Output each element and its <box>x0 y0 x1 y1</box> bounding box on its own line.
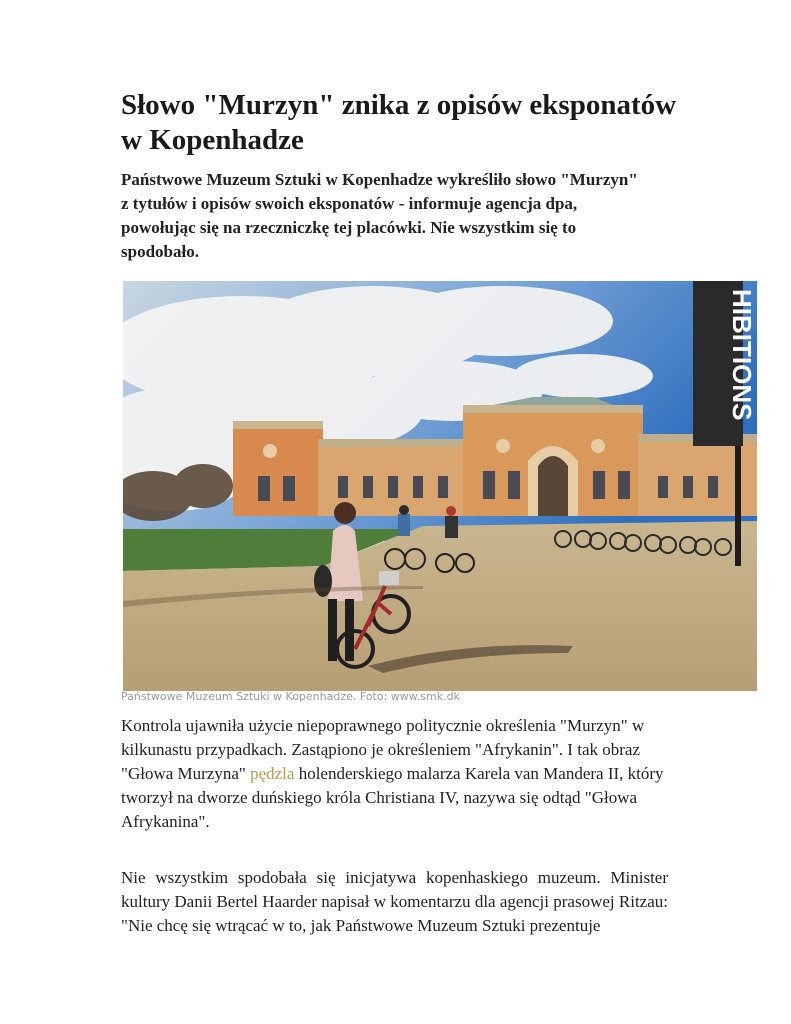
banner-text: HIBITIONS <box>727 289 757 421</box>
paragraph-1-text-start: Kontrola ujawniła użycie niepoprawnego politycznie określenia "Murzyn" w kilkunastu przypadkach. Zastąpiono je określeniem "Afrykanin". I tak obraz "Głowa Murzyna" <box>121 716 645 783</box>
article-lead: Państwowe Muzeum Sztuki w Kopenhadze wykreśliło słowo "Murzyn" z tytułów i opisów swoich eksponatów - informuje agencja dpa, powołując się na rzeczniczkę tej placówki. Nie wszystkim się to spodobało. <box>121 170 638 261</box>
article-paragraph-2: Nie wszystkim spodobała się inicjatywa kopenhaskiego muzeum. Minister kultury Danii Bertel Haarder napisał w komentarzu dla agencji prasowej Ritzau: "Nie chcę się wtrącać w to, jak Państwowe Muzeum Sztuki prezentuje <box>121 868 668 935</box>
article-photo <box>123 281 757 691</box>
painter-brush-link[interactable]: pędzla <box>250 764 295 783</box>
article-title: Słowo "Murzyn" znika z opisów eksponatów w Kopenhadze <box>121 89 677 156</box>
photo-caption: Państwowe Muzeum Sztuki w Kopenhadze. Foto: www.smk.dk <box>121 690 460 703</box>
article-paragraph-1 <box>121 714 681 834</box>
paragraph-1-text-end: holenderskiego malarza Karela van Mandera II, który tworzył na dworze duńskiego króla Christiana IV, nazywa się odtąd "Głowa Afrykanina". <box>121 764 664 831</box>
